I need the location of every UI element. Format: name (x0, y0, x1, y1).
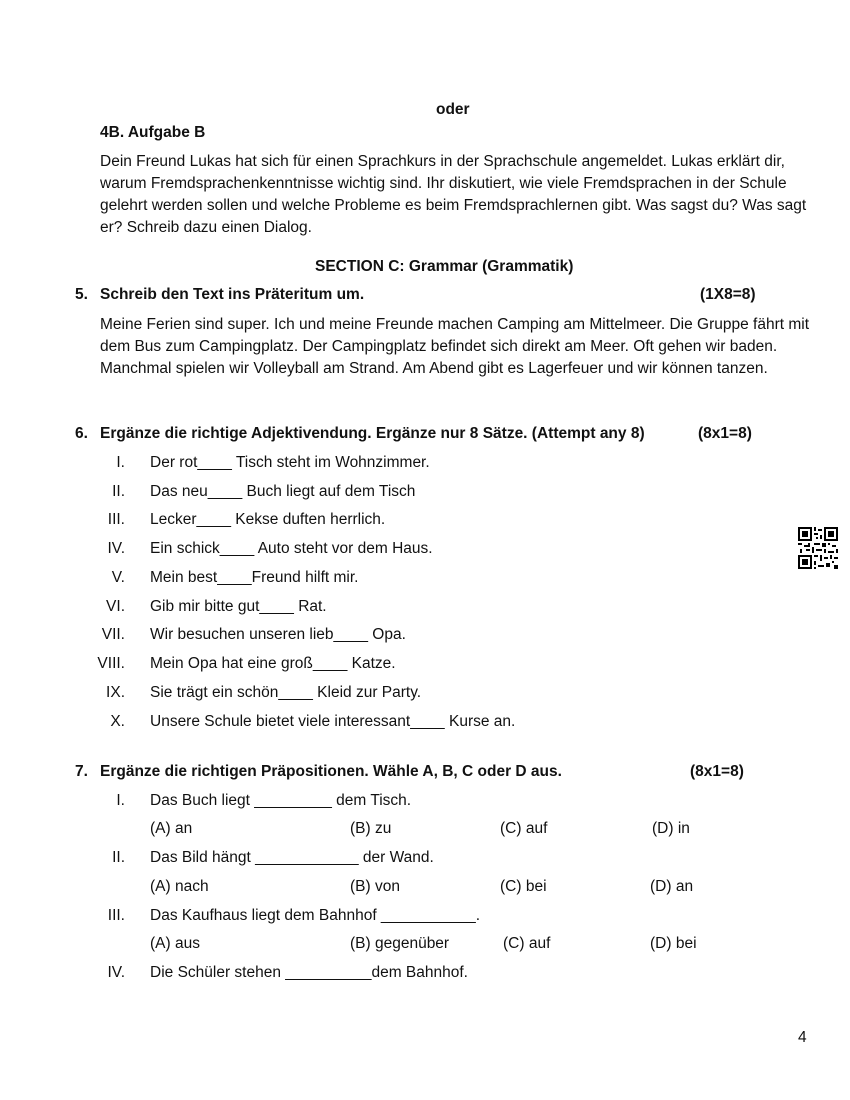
q7-option-b: (B) von (350, 878, 400, 895)
q7-option-a: (A) aus (150, 935, 200, 952)
q6-item-text: Mein best____Freund hilft mir. (150, 569, 359, 586)
q6-marks: (8x1=8) (698, 425, 752, 442)
q7-number: 7. (75, 763, 88, 780)
q7-option-d: (D) in (652, 820, 690, 837)
q6-item-number: VIII. (97, 655, 125, 672)
q7-item-text: Die Schüler stehen __________dem Bahnhof. (150, 964, 468, 981)
q5-text: Meine Ferien sind super. Ich und meine Freunde machen Camping am Mittelmeer. Die Gruppe fährt mit dem Bus zum Campingplatz. Der Campingplatz befindet sich direkt am Meer. Oft gehen wir baden. Manchmal spielen wir Volleyball am Strand. Am Abend gibt es Lagerfeuer und wir können tanzen. (100, 316, 810, 377)
q6-title: Ergänze die richtige Adjektivendung. Ergänze nur 8 Sätze. (Attempt any 8) (100, 425, 645, 442)
q7-item-number: III. (107, 907, 125, 924)
q5-title: Schreib den Text ins Präteritum um. (100, 286, 365, 303)
q6-item-text: Gib mir bitte gut____ Rat. (150, 598, 327, 615)
q7-option-c: (C) auf (503, 935, 551, 952)
q6-item-number: VII. (101, 626, 125, 643)
q7-item-text: Das Kaufhaus liegt dem Bahnhof ___________. (150, 907, 481, 924)
q7-option-b: (B) gegenüber (350, 935, 450, 952)
q6-item-number: IX. (106, 684, 125, 701)
q7-item-number: II. (112, 849, 125, 866)
q6-item-text: Sie trägt ein schön____ Kleid zur Party. (150, 684, 422, 701)
q7-item-text: Das Bild hängt ____________ der Wand. (150, 849, 434, 866)
q5-marks: (1X8=8) (700, 286, 756, 303)
q7-option-b: (B) zu (350, 820, 392, 837)
q6-item-text: Unsere Schule bietet viele interessant____ Kurse an. (150, 713, 516, 730)
q7-title: Ergänze die richtigen Präpositionen. Wähle A, B, C oder D aus. (100, 763, 562, 780)
q6-item-number: II. (112, 483, 125, 500)
q6-item-number: VI. (106, 598, 125, 615)
q6-number: 6. (75, 425, 88, 442)
q7-item-number: IV. (107, 964, 125, 981)
q6-item-text: Das neu____ Buch liegt auf dem Tisch (150, 483, 416, 500)
q6-item-text: Mein Opa hat eine groß____ Katze. (150, 655, 396, 672)
q7-option-a: (A) nach (150, 878, 209, 895)
q7-item-text: Das Buch liegt _________ dem Tisch. (150, 792, 412, 809)
page-number: 4 (798, 1029, 807, 1046)
q7-option-c: (C) bei (500, 878, 547, 895)
q7-option-d: (D) bei (650, 935, 697, 952)
qr-code-icon (798, 527, 838, 569)
section-c-heading: SECTION C: Grammar (Grammatik) (315, 258, 574, 275)
q6-item-number: III. (107, 511, 125, 528)
q7-marks: (8x1=8) (690, 763, 744, 780)
q6-item-number: V. (111, 569, 125, 586)
task-4b-heading: 4B. Aufgabe B (100, 124, 206, 141)
q6-item-text: Lecker____ Kekse duften herrlich. (150, 511, 386, 528)
q6-item-number: I. (116, 454, 125, 471)
q7-option-a: (A) an (150, 820, 193, 837)
q7-option-d: (D) an (650, 878, 694, 895)
oder-label: oder (436, 101, 470, 118)
q6-item-text: Der rot____ Tisch steht im Wohnzimmer. (150, 454, 430, 471)
q7-item-number: I. (116, 792, 125, 809)
q6-item-text: Wir besuchen unseren lieb____ Opa. (150, 626, 406, 643)
q6-item-number: IV. (107, 540, 125, 557)
task-4b-text: Dein Freund Lukas hat sich für einen Sprachkurs in der Sprachschule angemeldet. Lukas erklärt dir, warum Fremdsprachenkenntnisse wichtig sind. Ihr diskutiert, wie viele Fremdsprachen in der Schule gelehrt werden sollen und welche Probleme es beim Fremdsprachlernen gibt. Was sagst du? Was sagt er? Schreib dazu einen Dialog. (100, 153, 807, 236)
q5-number: 5. (75, 286, 88, 303)
q6-item-number: X. (110, 713, 125, 730)
q6-item-text: Ein schick____ Auto steht vor dem Haus. (150, 540, 433, 557)
q7-option-c: (C) auf (500, 820, 548, 837)
